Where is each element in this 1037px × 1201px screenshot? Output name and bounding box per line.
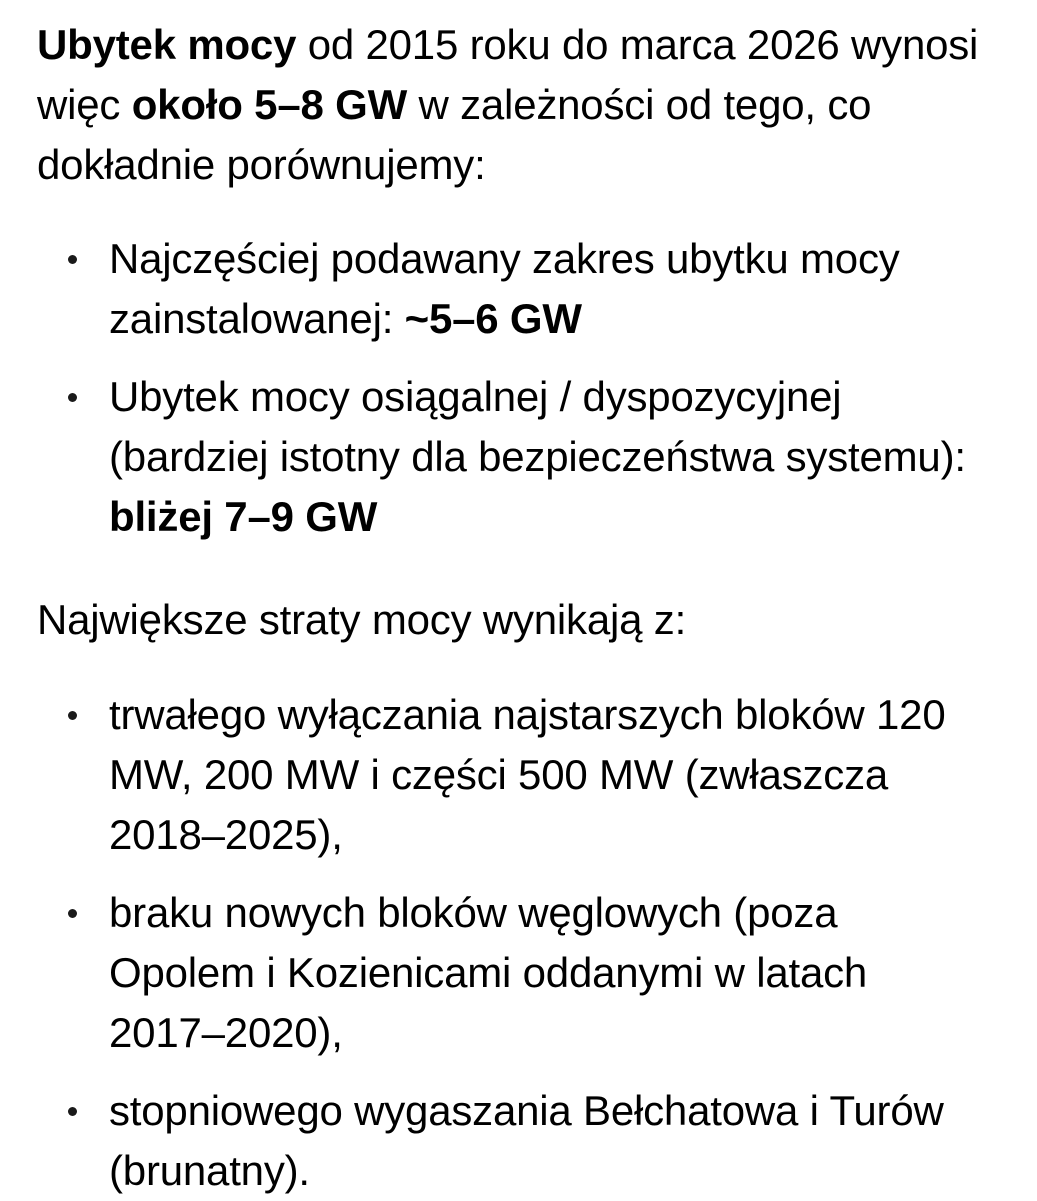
intro-text-1: od 2015 roku do marca 2026 wynosi więc (37, 21, 979, 128)
intro-text-2: w zależności od tego, co dokładnie porównujemy: (37, 81, 872, 188)
list-item-bold: bliżej 7–9 GW (109, 493, 378, 540)
list-item-bold: ~5–6 GW (404, 295, 582, 342)
list-item-text: trwałego wyłączania najstarszych bloków 120 MW, 200 MW i części 500 MW (zwłaszcza 2018–2025), (109, 691, 946, 858)
bullet-icon (68, 711, 77, 720)
list-item-text: braku nowych bloków węglowych (poza Opolem i Kozienicami oddanymi w latach 2017–2020), (109, 889, 868, 1056)
list-item (37, 1081, 989, 1201)
list-item (37, 883, 989, 1063)
list-item-text: Ubytek mocy osiągalnej / dyspozycyjnej (bardziej istotny dla bezpieczeństwa systemu): (109, 373, 966, 480)
list-item-text: Najczęściej podawany zakres ubytku mocy zainstalowanej: (109, 235, 900, 342)
intro-paragraph (37, 0, 997, 195)
bullet-icon (68, 909, 77, 918)
list-item (37, 367, 989, 547)
list-item (37, 685, 989, 865)
intro-bold-range: około 5–8 GW (131, 81, 408, 128)
bullet-icon (68, 255, 77, 264)
bullet-icon (68, 1107, 77, 1116)
list-item (37, 229, 989, 349)
capacity-loss-list (37, 229, 1037, 547)
losses-heading: Największe straty mocy wynikają z: (37, 596, 687, 643)
bullet-icon (68, 393, 77, 402)
intro-bold-ubytek: Ubytek mocy (37, 21, 297, 68)
list-item-text: stopniowego wygaszania Bełchatowa i Turów (brunatny). (109, 1087, 944, 1194)
losses-causes-list (37, 685, 1037, 1201)
